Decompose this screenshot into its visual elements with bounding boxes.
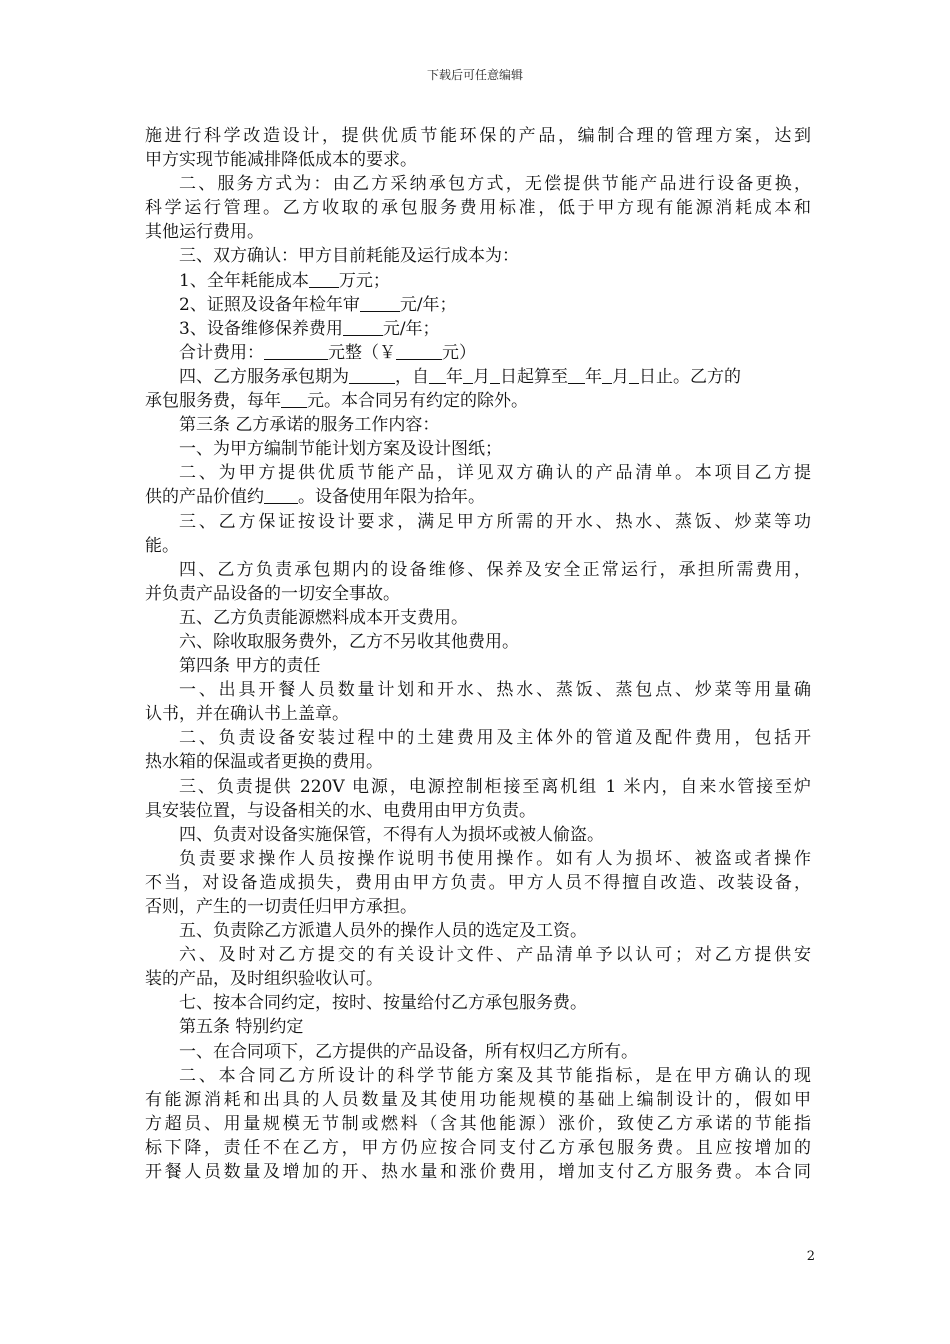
fill-blank [349,366,395,384]
text-line: 否则，产生的一切责任归甲方承担。 [145,897,417,917]
text-line: 五、乙方负责能源燃料成本开支费用。 [179,607,468,628]
line-text: 2、证照及设备年检年审 [179,294,360,315]
text-line [145,269,811,293]
text-line [145,293,811,317]
line-text: 供的产品价值约 [145,487,264,508]
text-line: 二、服务方式为：由乙方采纳承包方式，无偿提供节能产品进行设备更换， [179,174,811,195]
line-text: 承包服务费，每年 [145,391,281,412]
text-line [145,317,811,341]
text-line: 二、负责设备安装过程中的土建费用及主体外的管道及配件费用，包括开 [179,728,811,749]
text-line: 七、按本合同约定，按时、按量给付乙方承包服务费。 [179,993,587,1014]
text-line: 五、负责除乙方派遣人员外的操作人员的选定及工资。 [179,921,587,942]
text-line: 施进行科学改造设计，提供优质节能环保的产品，编制合理的管理方案，达到 [145,126,811,146]
text-line: 装的产品，及时组织验收认可。 [145,969,383,990]
fill-blank [309,270,339,288]
text-line: 并负责产品设备的一切安全事故。 [145,583,400,604]
section-heading: 第三条 乙方承诺的服务工作内容： [179,415,440,436]
text-line: 四、负责对设备实施保管，不得有人为损坏或被人偷盗。 [179,824,604,845]
text-line: 三、双方确认：甲方目前耗能及运行成本为： [179,246,519,267]
text-line: 科学运行管理。乙方收取的承包服务费用标准，低于甲方现有能源消耗成本和 [145,198,811,219]
text-line: 负责要求操作人员按操作说明书使用操作。如有人为损坏、被盗或者操作 [179,848,811,869]
text-line: 一、为甲方编制节能计划方案及设计图纸； [179,439,502,460]
text-line: 开餐人员数量及增加的开、热水量和涨价费用，增加支付乙方服务费。本合同 [145,1162,811,1183]
line-text: 1、全年耗能成本 [179,270,309,291]
text-line: 其他运行费用。 [145,222,264,243]
line-text: 3、设备维修保养费用 [179,318,343,339]
text-line: 四、乙方负责承包期内的设备维修、保养及安全正常运行，承担所需费用， [179,559,811,580]
fill-blank [264,342,328,360]
text-line: 三、负责提供 220V 电源，电源控制柜接至离机组 1 米内，自来水管接至炉 [179,776,811,797]
text-line: 六、除收取服务费外，乙方不另收其他费用。 [179,631,519,652]
text-line: 三、乙方保证按设计要求，满足甲方所需的开水、热水、蒸饭、炒菜等功 [179,511,811,532]
text-line: 甲方实现节能减排降低成本的要求。 [145,150,417,171]
fill-blank [264,486,298,504]
text-line: 标下降，责任不在乙方，甲方仍应按合同支付乙方承包服务费。且应按增加的 [145,1137,811,1158]
text-line: 热水箱的保温或者更换的费用。 [145,752,383,773]
text-line [145,485,811,509]
contract-body [145,124,811,1184]
page-header: 下载后可任意编辑 [426,68,523,82]
section-heading: 第五条 特别约定 [179,1017,304,1038]
text-line: 能。 [145,535,179,556]
text-line: 二、为甲方提供优质节能产品，详见双方确认的产品清单。本项目乙方提 [179,463,811,484]
line-text: 月 [612,366,629,387]
text-line: 有能源消耗和出具的人员数量及其使用功能规模的基础上编制设计的，假如甲 [145,1089,811,1110]
text-line: 一、出具开餐人员数量计划和开水、热水、蒸饭、蒸包点、炒菜等用量确 [179,680,811,701]
section-heading: 第四条 甲方的责任 [179,656,321,677]
fill-blank [429,366,446,384]
page-number: 2 [806,1249,815,1264]
line-text: 四、乙方服务承包期为 [179,366,349,387]
line-text: 元/年； [399,294,457,315]
fill-blank [568,366,585,384]
text-line: 认书，并在确认书上盖章。 [145,704,349,725]
fill-blank [463,366,473,384]
fill-blank [396,342,442,360]
line-text: ，自 [395,366,429,387]
fill-blank [343,318,383,336]
fill-blank [490,366,500,384]
text-line: 不当，对设备造成损失，费用由甲方负责。甲方人员不得擅自改造、改装设备， [145,872,811,893]
line-text: 。设备使用年限为拾年。 [298,487,485,508]
fill-blank [281,390,307,408]
fill-blank [360,294,400,312]
line-text: 日起算至 [500,366,568,387]
line-text: 年 [585,366,602,387]
line-text: 日止。乙方的 [639,366,741,387]
line-text: 元/年； [382,318,440,339]
line-text: 合计费用： [179,342,264,363]
line-text: 元） [442,342,476,363]
line-text: 元整（￥ [328,342,396,363]
text-line: 具安装位置，与设备相关的水、电费用由甲方负责。 [145,800,536,821]
line-text: 元。本合同另有约定的除外。 [307,391,528,412]
fill-blank [629,366,639,384]
text-line [145,365,811,389]
line-text: 万元； [338,270,390,291]
text-line: 二、本合同乙方所设计的科学节能方案及其节能指标，是在甲方确认的现 [179,1065,811,1086]
text-line [145,389,811,413]
fill-blank [602,366,612,384]
text-line: 方超员、用量规模无节制或燃料（含其他能源）涨价，致使乙方承诺的节能指 [145,1113,811,1134]
text-line [145,341,811,365]
line-text: 年 [446,366,463,387]
text-line: 一、在合同项下，乙方提供的产品设备，所有权归乙方所有。 [179,1041,638,1062]
line-text: 月 [473,366,490,387]
text-line: 六、及时对乙方提交的有关设计文件、产品清单予以认可；对乙方提供安 [179,945,811,966]
